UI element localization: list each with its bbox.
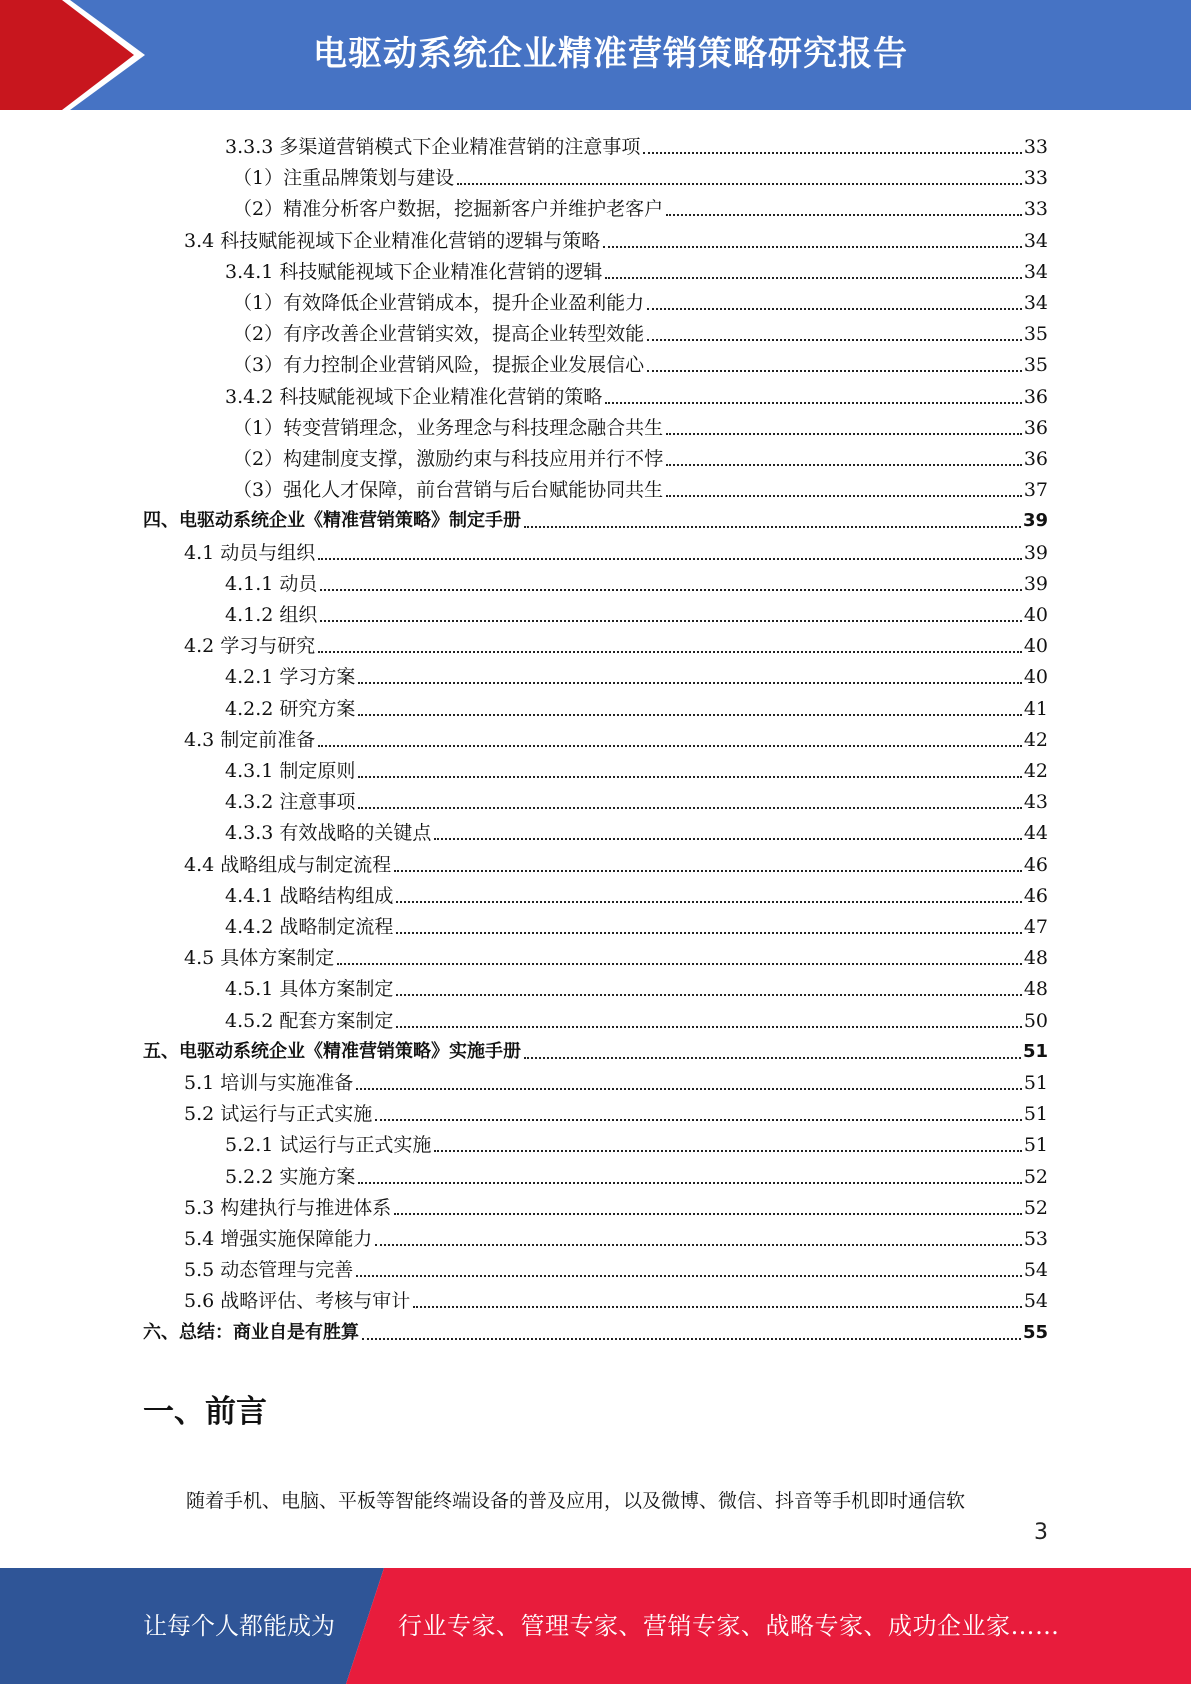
toc-entry-page: 36 xyxy=(1023,448,1048,470)
toc-entry-title: 4.1.2 组织 xyxy=(225,604,318,626)
toc-entry-title: 4.1 动员与组织 xyxy=(184,541,316,564)
toc-entry xyxy=(184,1250,1048,1281)
toc-entry-page: 44 xyxy=(1023,822,1048,845)
toc-entry-title: 3.4 科技赋能视域下企业精准化营销的逻辑与策略 xyxy=(184,229,601,252)
toc-leader-dots xyxy=(413,1306,1022,1308)
toc-entry-title: 4.3 制定前准备 xyxy=(184,728,316,751)
toc-entry-title: 4.4 战略组成与制定流程 xyxy=(184,853,392,876)
toc-entry xyxy=(233,470,1048,501)
toc-entry-title: 四、电驱动系统企业《精准营销策略》制定手册 xyxy=(143,510,521,532)
toc-entry xyxy=(143,501,1048,532)
toc-entry-page: 52 xyxy=(1023,1165,1048,1188)
toc-entry xyxy=(225,969,1048,1000)
toc-entry-title: 4.5.2 配套方案制定 xyxy=(225,1009,394,1032)
toc-entry xyxy=(184,221,1048,252)
toc-entry-title: 五、电驱动系统企业《精准营销策略》实施手册 xyxy=(143,1040,521,1062)
toc-entry-page: 36 xyxy=(1023,416,1048,439)
toc-entry xyxy=(225,564,1048,595)
toc-leader-dots xyxy=(396,994,1021,996)
toc-leader-dots xyxy=(647,339,1022,341)
toc-entry xyxy=(184,1094,1048,1125)
toc-entry xyxy=(225,1157,1048,1188)
toc-entry xyxy=(233,314,1048,345)
page-footer xyxy=(0,1568,1191,1684)
toc-entry-page: 40 xyxy=(1023,604,1048,626)
toc-leader-dots xyxy=(362,1338,1021,1340)
toc-leader-dots xyxy=(394,870,1022,872)
toc-entry-title: 5.5 动态管理与完善 xyxy=(184,1259,354,1282)
toc-entry-title: 3.4.1 科技赋能视域下企业精准化营销的逻辑 xyxy=(225,260,603,283)
toc-entry-title: 5.4 增强实施保障能力 xyxy=(184,1228,373,1250)
toc-entry xyxy=(225,657,1048,688)
toc-entry xyxy=(233,189,1048,220)
toc-entry-page: 39 xyxy=(1022,510,1048,532)
toc-leader-dots xyxy=(320,589,1021,591)
toc-leader-dots xyxy=(358,682,1021,684)
toc-entry-title: 5.1 培训与实施准备 xyxy=(184,1072,354,1094)
toc-entry-title: 5.2.2 实施方案 xyxy=(225,1165,356,1188)
toc-entry-title: 4.5 具体方案制定 xyxy=(184,947,335,970)
toc-leader-dots xyxy=(434,838,1021,840)
toc-entry xyxy=(225,1125,1048,1156)
toc-entry xyxy=(225,813,1048,844)
toc-entry xyxy=(184,845,1048,876)
toc-entry-page: 33 xyxy=(1023,198,1048,221)
toc-entry xyxy=(143,1313,1048,1344)
toc-entry xyxy=(184,533,1048,564)
toc-entry xyxy=(184,720,1048,751)
toc-leader-dots xyxy=(524,526,1021,528)
toc-entry xyxy=(233,283,1048,314)
toc-entry-page: 52 xyxy=(1023,1196,1048,1219)
toc-entry-title: 4.3.1 制定原则 xyxy=(225,760,356,782)
toc-leader-dots xyxy=(375,1119,1022,1121)
toc-entry xyxy=(225,377,1048,408)
toc-leader-dots xyxy=(318,745,1022,747)
toc-leader-dots xyxy=(605,277,1021,279)
toc-entry-page: 33 xyxy=(1023,167,1048,190)
toc-entry-title: 5.6 战略评估、考核与审计 xyxy=(184,1290,411,1313)
toc-leader-dots xyxy=(666,464,1022,466)
toc-entry-page: 41 xyxy=(1023,697,1048,720)
toc-entry-page: 55 xyxy=(1022,1321,1048,1343)
toc-entry xyxy=(184,1281,1048,1312)
toc-entry-title: 3.4.2 科技赋能视域下企业精准化营销的策略 xyxy=(225,385,603,408)
toc-leader-dots xyxy=(320,620,1021,622)
toc-entry xyxy=(225,751,1048,782)
toc-entry-page: 36 xyxy=(1023,385,1048,408)
toc-entry-page: 35 xyxy=(1023,323,1048,346)
toc-entry-title: 3.3.3 多渠道营销模式下企业精准营销的注意事项 xyxy=(225,136,641,158)
toc-entry-page: 40 xyxy=(1023,666,1048,689)
toc-leader-dots xyxy=(358,776,1021,778)
toc-leader-dots xyxy=(666,214,1022,216)
toc-entry-title: 4.2.1 学习方案 xyxy=(225,666,356,689)
toc-entry-page: 39 xyxy=(1023,541,1048,564)
footer-slogan-left: 让每个人都能成为 xyxy=(143,1612,335,1640)
toc-entry-title: （2）构建制度支撑，激励约束与科技应用并行不悖 xyxy=(233,448,664,470)
toc-leader-dots xyxy=(396,932,1021,934)
toc-entry xyxy=(233,345,1048,376)
toc-entry-title: （2）有序改善企业营销实效，提高企业转型效能 xyxy=(233,323,645,346)
toc-entry xyxy=(184,1188,1048,1219)
toc-leader-dots xyxy=(318,651,1022,653)
toc-entry-title: 4.3.2 注意事项 xyxy=(225,791,356,814)
toc-entry-page: 39 xyxy=(1023,572,1048,595)
toc-entry-page: 34 xyxy=(1023,292,1048,314)
toc-entry xyxy=(143,1032,1048,1063)
toc-leader-dots xyxy=(358,1182,1021,1184)
toc-entry-title: 4.4.1 战略结构组成 xyxy=(225,884,394,907)
toc-entry xyxy=(233,408,1048,439)
toc-entry xyxy=(184,938,1048,969)
toc-entry xyxy=(225,1001,1048,1032)
toc-entry-title: 4.3.3 有效战略的关键点 xyxy=(225,822,432,845)
toc-entry-title: 5.2.1 试运行与正式实施 xyxy=(225,1134,432,1157)
toc-entry-page: 50 xyxy=(1023,1009,1048,1032)
toc-entry xyxy=(225,252,1048,283)
toc-entry-title: （3）强化人才保障，前台营销与后台赋能协同共生 xyxy=(233,479,664,502)
section-heading: 一、前言 xyxy=(143,1394,267,1430)
toc-leader-dots xyxy=(666,495,1022,497)
toc-entry-page: 51 xyxy=(1023,1103,1048,1126)
toc-entry-page: 46 xyxy=(1023,884,1048,907)
toc-entry-title: 4.2.2 研究方案 xyxy=(225,697,356,720)
toc-entry xyxy=(184,1219,1048,1250)
toc-entry-page: 42 xyxy=(1023,728,1048,751)
toc-entry-page: 37 xyxy=(1023,479,1048,502)
toc-entry-page: 40 xyxy=(1023,635,1048,658)
toc-leader-dots xyxy=(647,308,1022,310)
document-title: 电驱动系统企业精准营销策略研究报告 xyxy=(313,34,908,74)
toc-entry xyxy=(225,689,1048,720)
toc-leader-dots xyxy=(358,714,1021,716)
toc-leader-dots xyxy=(318,558,1022,560)
toc-entry-title: 5.3 构建执行与推进体系 xyxy=(184,1196,392,1219)
toc-leader-dots xyxy=(337,963,1022,965)
toc-entry-title: （1）注重品牌策划与建设 xyxy=(233,167,455,190)
toc-entry-title: 5.2 试运行与正式实施 xyxy=(184,1103,373,1126)
toc-leader-dots xyxy=(396,1026,1021,1028)
toc-leader-dots xyxy=(524,1057,1021,1059)
toc-entry xyxy=(184,626,1048,657)
toc-entry xyxy=(233,158,1048,189)
toc-entry-title: 4.4.2 战略制定流程 xyxy=(225,916,394,938)
toc-entry-title: （3）有力控制企业营销风险，提振企业发展信心 xyxy=(233,354,645,377)
toc-entry xyxy=(225,782,1048,813)
toc-entry-page: 43 xyxy=(1023,791,1048,814)
toc-entry-page: 33 xyxy=(1023,136,1048,158)
toc-leader-dots xyxy=(356,1275,1022,1277)
toc-entry-page: 54 xyxy=(1023,1259,1048,1282)
toc-entry xyxy=(225,127,1048,158)
toc-leader-dots xyxy=(666,433,1022,435)
toc-leader-dots xyxy=(356,1088,1022,1090)
toc-leader-dots xyxy=(434,1150,1021,1152)
toc-leader-dots xyxy=(457,183,1022,185)
toc-entry-page: 51 xyxy=(1023,1072,1048,1094)
toc-entry-title: （1）有效降低企业营销成本，提升企业盈利能力 xyxy=(233,292,645,314)
toc-leader-dots xyxy=(647,370,1022,372)
toc-entry-title: （2）精准分析客户数据，挖掘新客户并维护老客户 xyxy=(233,198,664,221)
toc-entry-page: 51 xyxy=(1022,1040,1048,1062)
toc-entry-page: 46 xyxy=(1023,853,1048,876)
toc-entry-title: （1）转变营销理念，业务理念与科技理念融合共生 xyxy=(233,416,664,439)
toc-leader-dots xyxy=(603,246,1022,248)
toc-entry-page: 34 xyxy=(1023,229,1048,252)
toc-entry-page: 51 xyxy=(1023,1134,1048,1157)
toc-leader-dots xyxy=(358,807,1021,809)
body-paragraph: 随着手机、电脑、平板等智能终端设备的普及应用，以及微博、微信、抖音等手机即时通信软 xyxy=(186,1490,966,1512)
toc-entry-title: 六、总结：商业自是有胜算 xyxy=(143,1321,359,1343)
toc-entry xyxy=(233,439,1048,470)
toc-leader-dots xyxy=(375,1244,1022,1246)
footer-slogan-right: 行业专家、管理专家、营销专家、战略专家、成功企业家…… xyxy=(398,1612,1060,1640)
toc-leader-dots xyxy=(394,1213,1022,1215)
toc-entry xyxy=(225,876,1048,907)
toc-leader-dots xyxy=(643,152,1021,154)
toc-entry-title: 4.5.1 具体方案制定 xyxy=(225,978,394,1001)
toc-entry-page: 35 xyxy=(1023,354,1048,377)
toc-entry xyxy=(184,1063,1048,1094)
toc-entry-page: 53 xyxy=(1023,1228,1048,1250)
toc-leader-dots xyxy=(396,901,1021,903)
toc-entry-title: 4.2 学习与研究 xyxy=(184,635,316,658)
page-number: 3 xyxy=(1034,1520,1048,1545)
toc-entry-page: 34 xyxy=(1023,260,1048,283)
toc-entry-page: 48 xyxy=(1023,947,1048,970)
toc-entry xyxy=(225,595,1048,626)
toc-entry-page: 48 xyxy=(1023,978,1048,1001)
toc-entry-page: 54 xyxy=(1023,1290,1048,1313)
toc-entry-page: 47 xyxy=(1023,916,1048,938)
toc-entry xyxy=(225,907,1048,938)
toc-leader-dots xyxy=(605,402,1021,404)
page-header xyxy=(0,0,1191,110)
toc-entry-page: 42 xyxy=(1023,760,1048,782)
toc-entry-title: 4.1.1 动员 xyxy=(225,572,318,595)
